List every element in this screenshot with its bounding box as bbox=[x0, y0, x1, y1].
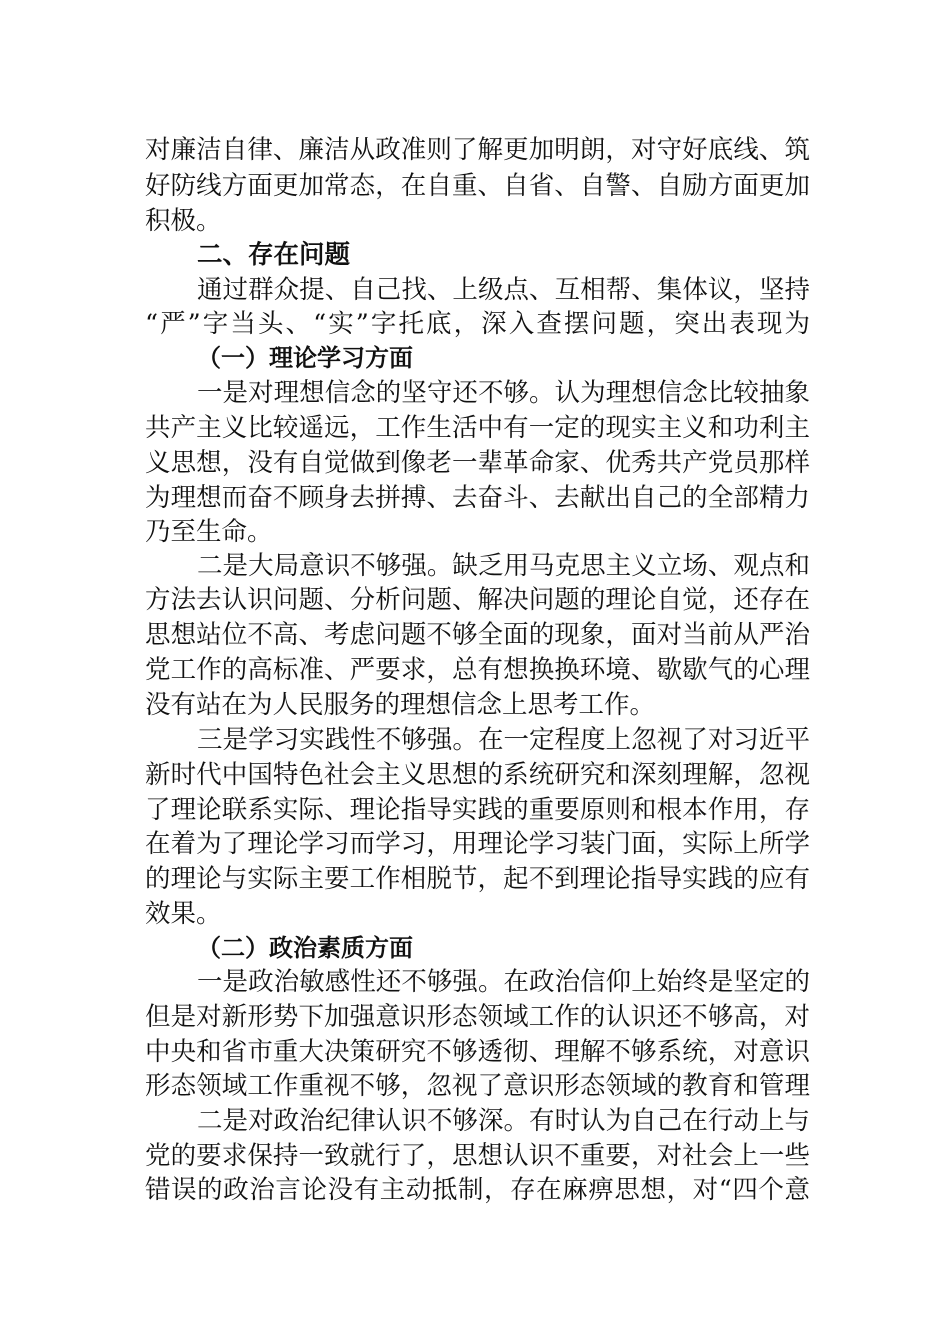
text-line: 一是对理想信念的坚守还不够。认为理想信念比较抽象 bbox=[197, 378, 810, 408]
subsection-heading: （一）理论学习方面 bbox=[197, 343, 413, 372]
subsection-heading: （二）政治素质方面 bbox=[197, 933, 413, 962]
text-line: 二是对政治纪律认识不够深。有时认为自己在行动上与 bbox=[197, 1106, 810, 1136]
text-line: 效果。 bbox=[145, 899, 222, 929]
text-line: 在着为了理论学习而学习，用理论学习装门面，实际上所学 bbox=[145, 829, 810, 859]
text-line: 三是学习实践性不够强。在一定程度上忽视了对习近平 bbox=[197, 725, 810, 755]
text-line: 的理论与实际主要工作相脱节，起不到理论指导实践的应有 bbox=[145, 864, 810, 894]
text-line: 新时代中国特色社会主义思想的系统研究和深刻理解，忽视 bbox=[145, 760, 810, 790]
text-line: 党的要求保持一致就行了，思想认识不重要，对社会上一些 bbox=[145, 1141, 810, 1171]
text-line: 思想站位不高、考虑问题不够全面的现象，面对当前从严治 bbox=[145, 620, 810, 650]
text-line: 通过群众提、自己找、上级点、互相帮、集体议，坚持 bbox=[197, 275, 810, 305]
text-line: 义思想，没有自觉做到像老一辈革命家、优秀共产党员那样 bbox=[145, 448, 810, 478]
text-line: 错误的政治言论没有主动抵制，存在麻痹思想，对“四个意 bbox=[145, 1175, 810, 1205]
text-line: 党工作的高标准、严要求，总有想换换环境、歇歇气的心理 bbox=[145, 655, 810, 685]
text-line: 但是对新形势下加强意识形态领域工作的认识还不够高，对 bbox=[145, 1002, 810, 1032]
text-line: 形态领域工作重视不够，忽视了意识形态领域的教育和管理 bbox=[145, 1071, 810, 1101]
text-line: “严”字当头、“实”字托底，深入查摆问题，突出表现为 bbox=[145, 309, 810, 339]
text-line: 乃至生命。 bbox=[145, 517, 273, 547]
text-line: 为理想而奋不顾身去拼搏、去奋斗、去献出自己的全部精力 bbox=[145, 483, 810, 513]
text-line: 积极。 bbox=[145, 206, 222, 236]
text-line: 一是政治敏感性还不够强。在政治信仰上始终是坚定的 bbox=[197, 967, 810, 997]
text-line: 没有站在为人民服务的理想信念上思考工作。 bbox=[145, 690, 656, 720]
section-heading: 二、存在问题 bbox=[197, 240, 351, 270]
text-line: 了理论联系实际、理论指导实践的重要原则和根本作用，存 bbox=[145, 795, 810, 825]
text-line: 共产主义比较遥远，工作生活中有一定的现实主义和功利主 bbox=[145, 413, 810, 443]
text-line: 二是大局意识不够强。缺乏用马克思主义立场、观点和 bbox=[197, 551, 810, 581]
text-line: 中央和省市重大决策研究不够透彻、理解不够系统，对意识 bbox=[145, 1037, 810, 1067]
text-line: 方法去认识问题、分析问题、解决问题的理论自觉，还存在 bbox=[145, 585, 810, 615]
text-line: 好防线方面更加常态，在自重、自省、自警、自励方面更加 bbox=[145, 171, 810, 201]
text-line: 对廉洁自律、廉洁从政准则了解更加明朗，对守好底线、筑 bbox=[145, 135, 810, 165]
